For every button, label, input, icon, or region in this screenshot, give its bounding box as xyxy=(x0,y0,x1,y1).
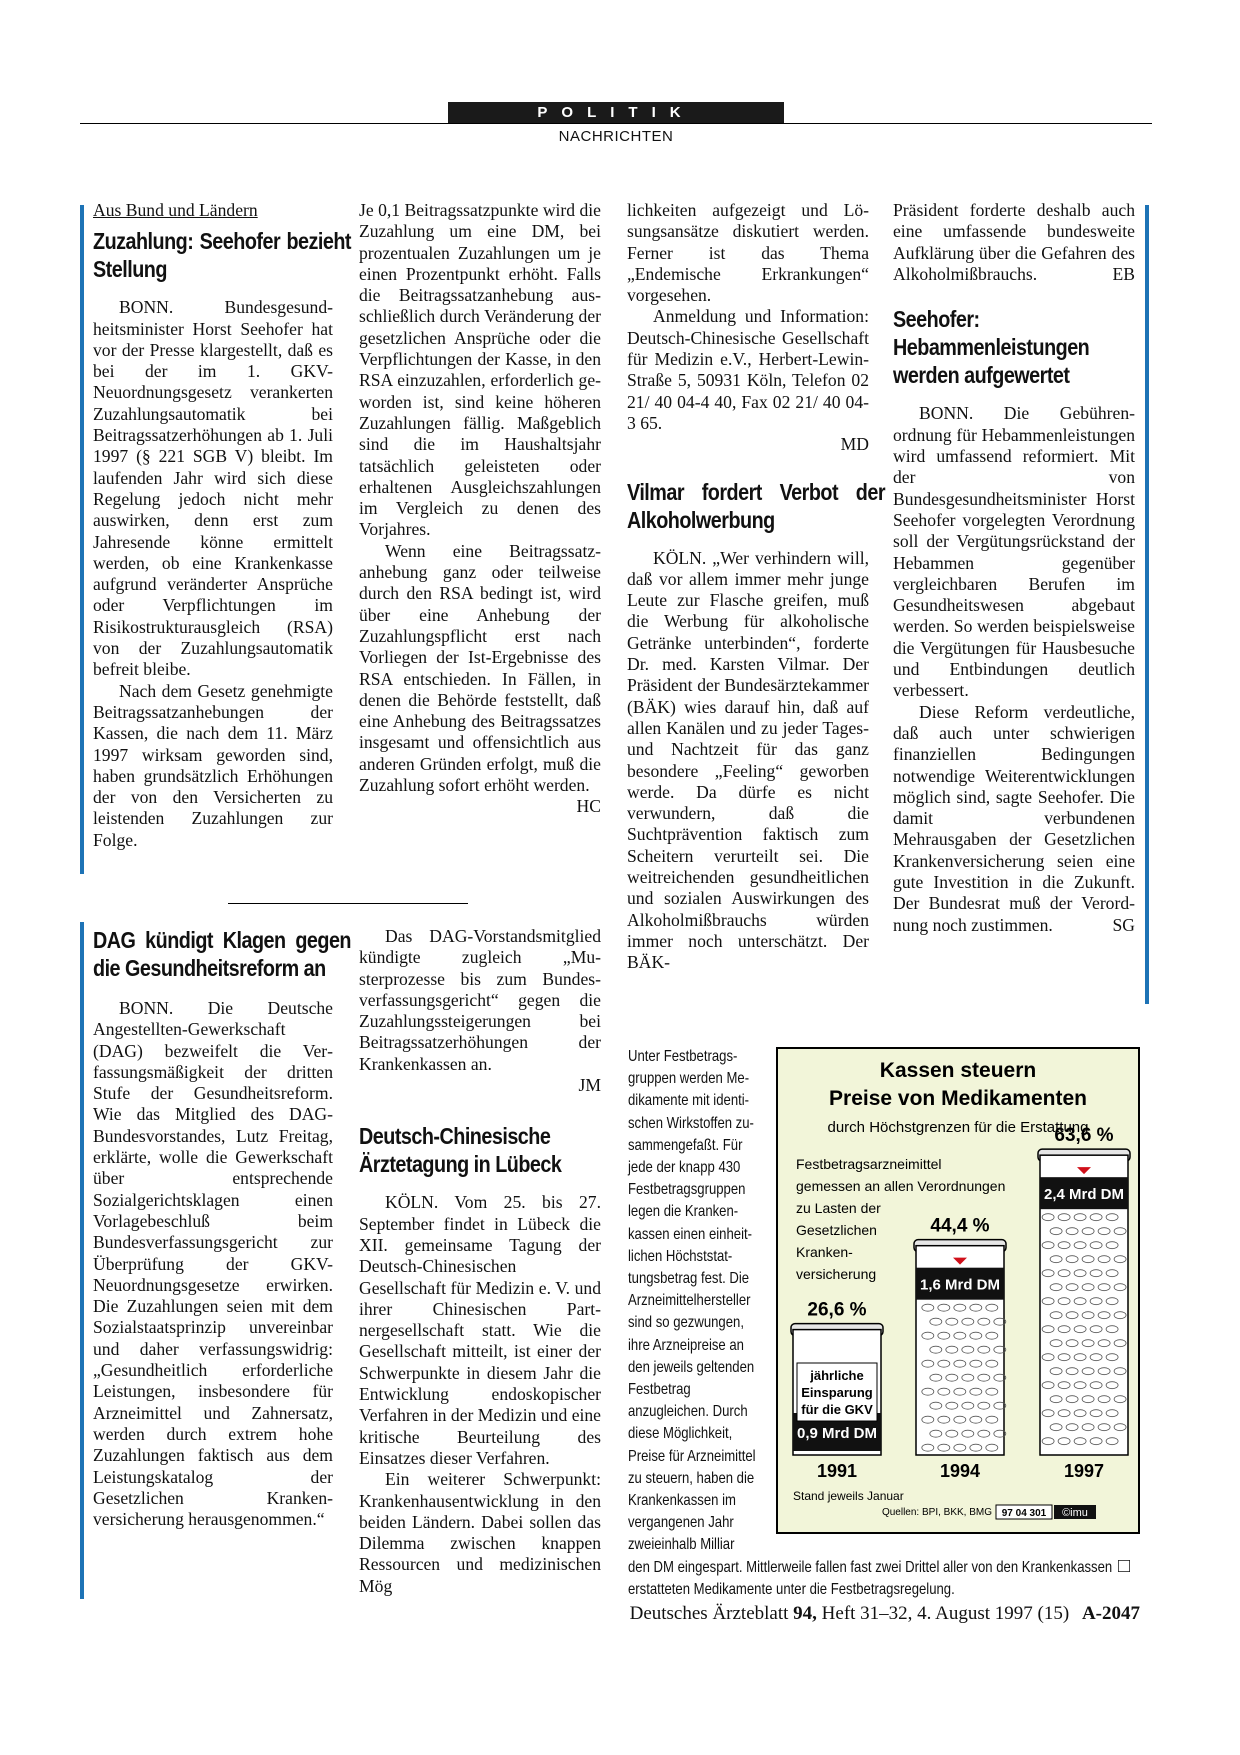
chart-figure xyxy=(776,1047,1140,1534)
headline-zuzahlung: Zuzahlung: Seehofer bezieht Stellung xyxy=(93,228,351,283)
chart-title-line-2: Preise von Medikamenten xyxy=(829,1087,1087,1110)
category-label: 1991 xyxy=(816,1461,858,1481)
article-paragraph: Präsident forderte deshalb auch eine umfassende bundesweite Aufklärung über die Gefahren des Alkoholmißbrauchs. xyxy=(893,200,1135,284)
header-rule xyxy=(80,123,1152,124)
column-1 xyxy=(93,200,351,851)
journal-volume: 94, xyxy=(793,1603,817,1624)
chart-title-line-1: Kassen steuern xyxy=(879,1059,1037,1082)
author-initials: EB xyxy=(1112,264,1135,285)
chart-caption-continued: den DM eingespart. Mittlerweile fallen fast zwei Drittel aller von den Krankenkassen erstatteten Medikamente unter die Festbetragsregelung. xyxy=(628,1559,1113,1599)
column-2 xyxy=(359,200,601,818)
chart-caption: Unter Festbetragsgruppen werden Medikamente mit identischen Wirkstoffen zusammengefaßt. Für jede der knapp 430 Festbetragsgruppen legen die Krankenkassen einen einheitlichen Höchststattungsbetrag fest. Die Arzneimittelhersteller sind so gezwungen, ihre Arzneipreise an den jeweils geltenden Festbetrag anzugleichen. Durch diese Möglichkeit, Preise für Arzneimittel zu steuern, haben die Krankenkassen im vergangenen Jahr zweieinhalb Milliar xyxy=(628,1048,756,1554)
chart-brand: ©imu xyxy=(1062,1507,1088,1519)
savings-label: 0,9 Mrd DM xyxy=(796,1425,878,1442)
author-initials: HC xyxy=(576,796,601,817)
value-label: 44,4 % xyxy=(930,1215,990,1237)
savings-explanation-line: für die GKV xyxy=(801,1402,873,1417)
savings-label: 1,6 Mrd DM xyxy=(919,1276,1001,1294)
savings-explanation-line: Einsparung xyxy=(801,1385,873,1400)
section-title: POLITIK xyxy=(448,102,784,124)
page-number: A-2047 xyxy=(1081,1603,1140,1624)
article-paragraph: BONN. Die Gebührenordnung für Hebammenleistungen wird umfassend reformiert. Mit der von Bundesgesundheitsminister Horst Seehofer vorgelegten Verordnung soll der Vergütungsrückstand der Hebammen gegenüber vergleichbaren Berufen im Gesundheitswesen abgebaut werden. So werden beispielsweise die Vergütungen für Hausbesuche und Entbindungen deutlich verbessert. xyxy=(893,403,1135,701)
article-paragraph: KÖLN. „Wer verhindern will, daß vor allem immer mehr junge Leute zur Flasche greifen, muß die Werbung für alkoholische Getränke unterbinden“, forderte Dr. med. Karsten Vilmar. Der Präsident der Bundesärztekammer (BÄK) wies darauf hin, daß auf allen Kanälen und zu jeder Tages- und Nachtzeit für das ganz besondere „Feeling“ geworben werde. Da dürfe es nicht verwundern, daß die Suchtprävention faktisch zum Scheitern verurteilt sei. Die weitreichenden gesundheitlichen und sozialen Auswirkungen des Alkoholmißbrauchs würden immer noch unterschätzt. Der BÄK- xyxy=(627,547,869,973)
article-paragraph: Nach dem Gesetz genehmigte Beitragssatzanhebungen der Kassen, die nach dem 11. März 1997 wirksam geworden sind, haben grundsätzlich Erhöhungen der von den Versicherten zu leistenden Zuzahlungen zur Folge. xyxy=(93,680,333,850)
chart-description-line: zu Lasten der xyxy=(796,1200,881,1216)
article-paragraph: Das DAG-Vorstandsmitglied kündigte zugleich „Musterprozesse bis zum Bundesverfassungsgericht“ gegen die Zuzahlungssteigerungen bei Beitragssatzerhöhungen der Krankenkassen an. xyxy=(359,926,601,1074)
journal-name: Deutsches Ärzteblatt xyxy=(629,1603,789,1624)
article-paragraph: KÖLN. Vom 25. bis 27. September findet in Lübeck die XII. gemeinsame Tagung der Deutsch-Chinesischen Gesellschaft für Medizin e. V. und ihrer Chinesischen Partnergesellschaft statt. Wie die Gesellschaft mitteilt, ist einer der Schwerpunkte in diesem Jahr die Entwicklung endoskopischer Verfahren in der Medizin und eine kritische Beurteilung des Einsatzes dieser Verfahren. xyxy=(359,1192,601,1468)
chart-description-line: gemessen an allen Verordnungen xyxy=(796,1178,1006,1194)
kicker: Aus Bund und Ländern xyxy=(93,200,258,220)
page-footer xyxy=(80,1603,1140,1625)
savings-label: 2,4 Mrd DM xyxy=(1043,1186,1125,1204)
author-initials: MD xyxy=(840,434,869,455)
article-paragraph: Je 0,1 Beitragssatzpunkte wird die Zuzahlung um eine DM, bei prozentualen Zuzahlungen um je einen Prozentpunkt erhöht. Falls die Beitragssatzanhebung ausschließlich durch Veränderung der gesetzlichen Ansprüche oder die Verpflichtungen der Kasse, in den RSA einzuzahlen, erforderlich geworden ist, sind keine höheren Zuzahlungen fällig. Maßgeblich sind die im Haushaltsjahr tatsächlich geleisteten oder erhaltenen Ausgleichszahlungen im Vergleich zu denen des Vorjahres. xyxy=(359,200,601,540)
chart-description-line: Gesetzlichen xyxy=(796,1222,877,1238)
end-mark: □ xyxy=(1118,1555,1131,1577)
value-label: 63,6 % xyxy=(1054,1125,1114,1147)
author-initials: JM xyxy=(578,1075,601,1096)
article-paragraph: Anmeldung und Information: Deutsch-Chinesische Gesellschaft für Medizin e.V., Herbert-Lewin-Straße 5, 50931 Köln, Telefon 02 21/ 40 04-4 40, Fax 02 21/ 40 04-3 65. xyxy=(627,306,869,433)
savings-explanation-line: jährliche xyxy=(810,1368,864,1383)
column-1-lower xyxy=(93,926,351,1530)
chart-code: 97 04 301 xyxy=(1001,1508,1047,1519)
column-4 xyxy=(893,200,1135,936)
headline-aerztetagung: Deutsch-Chinesische Ärztetagung in Lübeck xyxy=(359,1123,562,1178)
headline-dag: DAG kündigt Klagen gegen die Gesundheitsreform an xyxy=(93,927,351,981)
headline-vilmar: Vilmar fordert Verbot der Alkoholwerbung xyxy=(627,478,885,533)
chart-description-line: versicherung xyxy=(796,1266,877,1282)
headline-hebammen: Seehofer: Hebammenleistungen werden aufgewertet xyxy=(893,306,1090,389)
journal-issue: Heft 31–32, 4. August 1997 (15) xyxy=(821,1603,1070,1624)
article-paragraph: lichkeiten aufgezeigt und Lösungsansätze diskutiert werden. Ferner ist das Thema „Endemische Erkrankungen“ vorgesehen. xyxy=(627,200,869,306)
article-separator xyxy=(228,903,468,904)
column-2-lower xyxy=(359,926,601,1597)
column-rule-left-bottom xyxy=(80,922,84,1599)
article-paragraph: BONN. Bundesgesundheitsminister Horst Seehofer hat vor der Presse klargestellt, daß es bei der im 1. GKV-Neuordnungsgesetz verankerten Zuzahlungsautomatik bei Beitragssatzerhöhungen ab 1. Juli 1997 (§ 221 SGB V) bleibt. Im laufenden Jahr wird sich diese Regelung jedoch nicht mehr auswirken, denn erst zum Jahresende könne ermittelt werden, ob eine Krankenkasse aufgrund veränderter Ansprüche oder Verpflichtungen im Risikostrukturausgleich (RSA) von der Zuzahlungsautomatik befreit bleibe. xyxy=(93,297,333,680)
value-label: 26,6 % xyxy=(807,1299,867,1321)
section-subtitle: NACHRICHTEN xyxy=(558,128,674,145)
author-initials: SG xyxy=(1112,914,1135,935)
column-3 xyxy=(627,200,885,974)
chart-note: Stand jeweils Januar xyxy=(793,1489,904,1503)
category-label: 1994 xyxy=(939,1461,981,1481)
chart-description-line: Festbetragsarzneimittel xyxy=(796,1156,942,1172)
chart-description-line: Kranken- xyxy=(796,1244,853,1260)
category-label: 1997 xyxy=(1063,1461,1105,1481)
column-rule-left-top xyxy=(80,205,84,874)
article-paragraph: Wenn eine Beitragssatzanhebung ganz oder teilweise durch den RSA bedingt ist, wird über eine Anhebung der Zuzahlungspflicht erst nach Vorliegen der Ist-Ergebnisse des RSA entschieden. In Fällen, in denen die Behörde feststellt, daß eine Anhebung des Beitragssatzes insgesamt und offensichtlich aus anderen Gründen erfolgt, muß die Zuzahlung sofort erhöht werden. xyxy=(359,540,601,796)
chart-source: Quellen: BPI, BKK, BMG xyxy=(881,1507,992,1518)
chart-subtitle: durch Höchstgrenzen für die Erstattung xyxy=(827,1119,1089,1136)
article-paragraph: Ein weiterer Schwerpunkt: Krankenhausentwicklung in den beiden Ländern. Dabei sollen das Dilemma zwischen knappen Ressourcen und medizinischen Mög xyxy=(359,1469,601,1596)
article-paragraph: Diese Reform verdeutliche, daß auch unter schwierigen finanziellen Bedingungen notwendige Weiterentwicklungen möglich sind, sagte Seehofer. Die damit verbundenen Mehrausgaben der Gesetzlichen Krankenversicherung seien eine gute Investition in die Zukunft. Der Bundesrat muß der Verordnung noch zustimmen. xyxy=(893,701,1135,935)
article-paragraph: BONN. Die Deutsche Angestellten-Gewerkschaft (DAG) bezweifelt die Verfassungsmäßigkeit der dritten Stufe der Gesundheitsreform. Wie das Mitglied des DAG-Bundesvorstandes, Lutz Freitag, erklärte, wolle die Gewerkschaft über entsprechende Sozialgerichtsklagen einen Vorlagebeschluß beim Bundesverfassungsgericht zur Überprüfung der GKV-Neuordnungsgesetze erwirken. Die Zuzahlungen seien mit dem Sozialstaatsprinzip unvereinbar und daher verfassungswidrig: „Gesundheitlich erforderliche Leistungen, insbesondere für Arzneimittel und Zahnersatz, werden durch extrem hohe Zuzahlungen faktisch aus dem Leistungskatalog der Gesetzlichen Krankenversicherung herausgenommen.“ xyxy=(93,998,333,1530)
chart-svg xyxy=(778,1049,1138,1532)
